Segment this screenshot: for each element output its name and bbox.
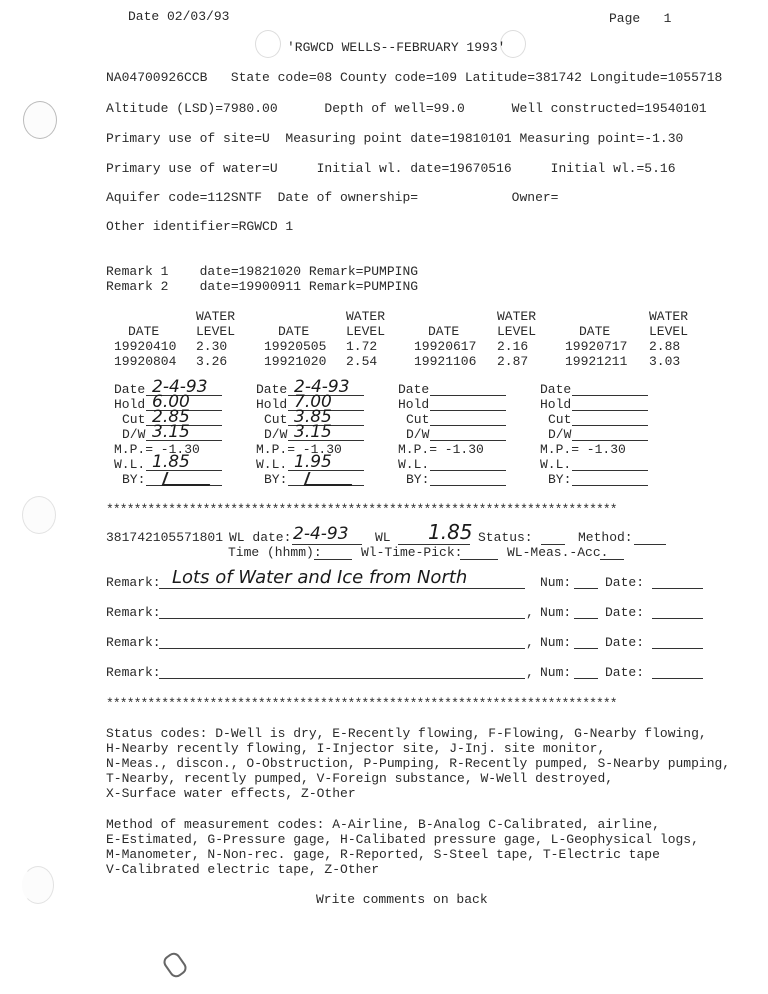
- measure-label-hold: Hold: [540, 397, 572, 412]
- measure-underline-hold: [430, 410, 506, 411]
- punch-hole-top: [23, 101, 57, 139]
- table-cell-level: 2.87: [497, 354, 529, 369]
- wl-date-label: WL date:: [229, 530, 292, 545]
- col-header-date: DATE: [278, 324, 310, 339]
- col-header-water: WATER: [649, 309, 689, 324]
- initials-signature-icon: [303, 472, 356, 486]
- col-header-level: LEVEL: [497, 324, 537, 339]
- measure-value-hold[interactable]: 7.00: [294, 392, 332, 412]
- measure-label-hold: Hold: [256, 397, 288, 412]
- remark-underline: [159, 588, 525, 589]
- remark-date-underline: [652, 678, 703, 679]
- measure-label-wl: W.L.: [114, 457, 146, 472]
- table-cell-level: 3.26: [196, 354, 228, 369]
- table-cell-level: 2.16: [497, 339, 529, 354]
- col-header-date: DATE: [428, 324, 460, 339]
- measure-label-by: BY:: [122, 472, 146, 487]
- remark-date-label: Date:: [605, 575, 645, 590]
- measure-value-hold[interactable]: 6.00: [152, 392, 190, 412]
- measure-label-wl: W.L.: [256, 457, 288, 472]
- method-label: Method:: [578, 530, 633, 545]
- remark-history-1: Remark 1 date=19821020 Remark=PUMPING: [106, 264, 419, 279]
- status-codes-5: X-Surface water effects, Z-Other: [106, 786, 356, 801]
- site-line-3: Primary use of site=U Measuring point date=19810101 Measuring point=-1.30: [106, 131, 684, 146]
- col-header-level: LEVEL: [346, 324, 386, 339]
- status-codes-4: T-Nearby, recently pumped, V-Foreign substance, W-Well destroyed,: [106, 771, 614, 786]
- table-cell-level: 2.54: [346, 354, 378, 369]
- remark-label: Remark:: [106, 575, 161, 590]
- remark-label: Remark:: [106, 665, 161, 680]
- measure-label-date: Date: [398, 382, 430, 397]
- punch-hole-middle: [22, 496, 56, 534]
- site-line-2: Altitude (LSD)=7980.00 Depth of well=99.0 Well constructed=19540101: [106, 101, 707, 116]
- remark-date-label: Date:: [605, 635, 645, 650]
- measure-value-dw[interactable]: 3.15: [294, 422, 332, 442]
- measure-label-mp: M.P.= -1.30: [114, 442, 200, 457]
- method-underline: [634, 544, 666, 545]
- remark-comma: ,: [526, 665, 534, 680]
- table-cell-date: 19921020: [264, 354, 327, 369]
- remark-comma: ,: [526, 605, 534, 620]
- measure-underline-hold: [572, 410, 648, 411]
- method-codes-1: Method of measurement codes: A-Airline, B-Analog C-Calibrated, airline,: [106, 817, 660, 832]
- acc-label: WL-Meas.-Acc.: [507, 545, 609, 560]
- col-header-date: DATE: [579, 324, 611, 339]
- measure-underline-date: [430, 395, 506, 396]
- remark-num-label: Num:: [540, 605, 572, 620]
- site-line-6: Other identifier=RGWCD 1: [106, 219, 294, 234]
- table-cell-level: 2.88: [649, 339, 681, 354]
- method-codes-3: M-Manometer, N-Non-rec. gage, R-Reported, S-Steel tape, T-Electric tape: [106, 847, 660, 862]
- measure-label-by: BY:: [264, 472, 288, 487]
- wl-date-value[interactable]: 2-4-93: [293, 524, 349, 544]
- measure-underline-by: [572, 485, 648, 486]
- measure-underline-by: [430, 485, 506, 486]
- measure-label-date: Date: [540, 382, 572, 397]
- remark-date-underline: [652, 648, 703, 649]
- remark-underline: [159, 648, 525, 649]
- measure-label-date: Date: [256, 382, 288, 397]
- col-header-date: DATE: [128, 324, 160, 339]
- status-codes-1: Status codes: D-Well is dry, E-Recently flowing, F-Flowing, G-Nearby flowing,: [106, 726, 707, 741]
- measure-value-wl[interactable]: 1.85: [152, 452, 190, 472]
- print-date: Date 02/03/93: [128, 9, 230, 24]
- measure-underline-wl: [430, 470, 506, 471]
- measure-label-dw: D/W: [264, 427, 288, 442]
- col-header-water: WATER: [346, 309, 386, 324]
- paperclip-icon: [161, 950, 190, 980]
- pick-underline: [460, 559, 498, 560]
- measure-underline-date: [572, 395, 648, 396]
- acc-underline: [600, 559, 624, 560]
- col-header-water: WATER: [196, 309, 236, 324]
- measure-label-cut: Cut: [264, 412, 288, 427]
- table-cell-level: 3.03: [649, 354, 681, 369]
- table-cell-level: 2.30: [196, 339, 228, 354]
- method-codes-2: E-Estimated, G-Pressure gage, H-Calibated pressure gage, L-Geophysical logs,: [106, 832, 699, 847]
- table-cell-level: 1.72: [346, 339, 378, 354]
- measure-underline-wl: [572, 470, 648, 471]
- method-codes-4: V-Calibrated electric tape, Z-Other: [106, 862, 380, 877]
- table-cell-date: 19920505: [264, 339, 327, 354]
- remark-date-underline: [652, 618, 703, 619]
- measure-underline-dw: [430, 440, 506, 441]
- remark-date-label: Date:: [605, 665, 645, 680]
- table-cell-date: 19921106: [414, 354, 477, 369]
- remark-num-underline: [574, 618, 598, 619]
- measure-label-dw: D/W: [406, 427, 430, 442]
- remark-num-underline: [574, 588, 598, 589]
- remark-label: Remark:: [106, 635, 161, 650]
- remark-num-label: Num:: [540, 665, 572, 680]
- table-cell-date: 19920717: [565, 339, 628, 354]
- measure-underline-dw: [572, 440, 648, 441]
- col-header-level: LEVEL: [196, 324, 236, 339]
- measure-label-cut: Cut: [548, 412, 572, 427]
- status-codes-2: H-Nearby recently flowing, I-Injector site, J-Inj. site monitor,: [106, 741, 606, 756]
- site-line-1: NA04700926CCB State code=08 County code=109 Latitude=381742 Longitude=1055718: [106, 70, 723, 85]
- measure-label-cut: Cut: [406, 412, 430, 427]
- remark-history-2: Remark 2 date=19900911 Remark=PUMPING: [106, 279, 419, 294]
- table-cell-date: 19920804: [114, 354, 177, 369]
- measure-label-hold: Hold: [398, 397, 430, 412]
- measure-label-dw: D/W: [122, 427, 146, 442]
- separator-line: **************************************************************************: [106, 696, 617, 711]
- remark-num-underline: [574, 648, 598, 649]
- remark-underline: [159, 678, 525, 679]
- remark-num-label: Num:: [540, 575, 572, 590]
- site-id: 381742105571801: [106, 530, 224, 545]
- measure-label-date: Date: [114, 382, 146, 397]
- water-level-table: [106, 309, 696, 379]
- remark-comma: ,: [526, 635, 534, 650]
- measure-label-mp: M.P.= -1.30: [540, 442, 626, 457]
- col-header-water: WATER: [497, 309, 537, 324]
- col-header-level: LEVEL: [649, 324, 689, 339]
- measure-value-dw[interactable]: 3.15: [152, 422, 190, 442]
- table-cell-date: 19920617: [414, 339, 477, 354]
- time-label: Time (hhmm):: [228, 545, 322, 560]
- measure-label-by: BY:: [548, 472, 572, 487]
- remark-underline: [159, 618, 525, 619]
- pick-label: Wl-Time-Pick:: [361, 545, 463, 560]
- separator-line: **************************************************************************: [106, 502, 617, 517]
- measure-underline-cut: [572, 425, 648, 426]
- measure-label-by: BY:: [406, 472, 430, 487]
- measure-value-date[interactable]: 2-4-93: [294, 377, 350, 397]
- measure-underline-cut: [430, 425, 506, 426]
- site-line-4: Primary use of water=U Initial wl. date=19670516 Initial wl.=5.16: [106, 161, 676, 176]
- remark-date-underline: [652, 588, 703, 589]
- site-line-5: Aquifer code=112SNTF Date of ownership= Owner=: [106, 190, 559, 205]
- wl-label: WL: [375, 530, 391, 545]
- remark-num-label: Num:: [540, 635, 572, 650]
- page-number: Page 1: [609, 11, 672, 26]
- measure-label-hold: Hold: [114, 397, 146, 412]
- measure-value-wl[interactable]: 1.95: [294, 452, 332, 472]
- table-cell-date: 19921211: [565, 354, 628, 369]
- measure-value-cut[interactable]: 3.85: [294, 407, 332, 427]
- measure-value-cut[interactable]: 2.85: [152, 407, 190, 427]
- status-codes-3: N-Meas., discon., O-Obstruction, P-Pumping, R-Recently pumped, S-Nearby pumping,: [106, 756, 731, 771]
- initials-signature-icon: [161, 472, 214, 486]
- remark-label: Remark:: [106, 605, 161, 620]
- measure-label-dw: D/W: [548, 427, 572, 442]
- measure-value-date[interactable]: 2-4-93: [152, 377, 208, 397]
- report-title: 'RGWCD WELLS--FEBRUARY 1993': [287, 40, 506, 55]
- scan-ring-left: [255, 30, 281, 58]
- footer-note: Write comments on back: [316, 892, 488, 907]
- remark-value[interactable]: Lots of Water and Ice from North: [172, 567, 468, 588]
- wl-value[interactable]: 1.85: [428, 520, 473, 544]
- remark-num-underline: [574, 678, 598, 679]
- measure-label-wl: W.L.: [540, 457, 572, 472]
- measure-label-wl: W.L.: [398, 457, 430, 472]
- remark-date-label: Date:: [605, 605, 645, 620]
- measure-label-cut: Cut: [122, 412, 146, 427]
- measure-label-mp: M.P.= -1.30: [398, 442, 484, 457]
- measure-label-mp: M.P.= -1.30: [256, 442, 342, 457]
- status-label: Status:: [478, 530, 533, 545]
- time-underline: [314, 559, 352, 560]
- punch-hole-bottom: [22, 866, 54, 904]
- table-cell-date: 19920410: [114, 339, 177, 354]
